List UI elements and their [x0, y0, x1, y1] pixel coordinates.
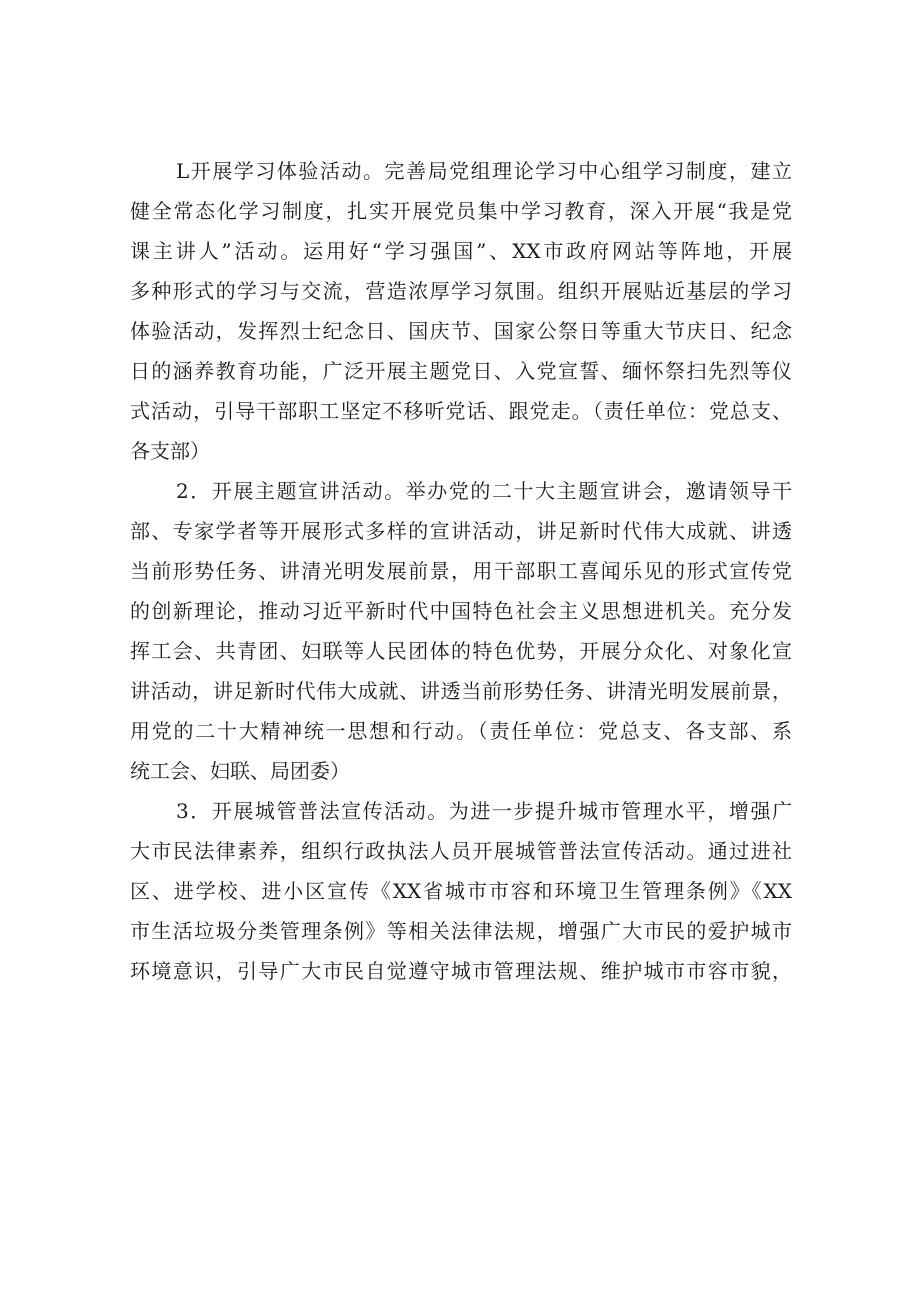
paragraph-lecture-activities: [130, 471, 792, 791]
paragraph-law-publicity: [130, 791, 792, 991]
paragraph-study-activities: [130, 151, 792, 471]
text-line: 各支部）: [130, 439, 210, 463]
text-line: 的创新理论，推动习近平新时代中国特色社会主义思想进机关。充分发: [130, 599, 792, 623]
text-line: 讲活动，讲足新时代伟大成就、讲透当前形势任务、讲清光明发展前景，: [130, 679, 792, 703]
text-line: 体验活动，发挥烈士纪念日、国庆节、国家公祭日等重大节庆日、纪念: [130, 319, 792, 343]
text-line: 统工会、妇联、局团委）: [130, 759, 350, 783]
text-line: L开展学习体验活动。完善局党组理论学习中心组学习制度，建立: [176, 159, 792, 183]
text-line: 市生活垃圾分类管理条例》等相关法律法规，增强广大市民的爱护城市: [130, 919, 792, 943]
text-line: 3．开展城管普法宣传活动。为进一步提升城市管理水平，增强广: [176, 799, 792, 823]
text-line: 2．开展主题宣讲活动。举办党的二十大主题宣讲会，邀请领导干: [176, 479, 792, 503]
document-body: [130, 151, 792, 991]
text-line: 当前形势任务、讲清光明发展前景，用干部职工喜闻乐见的形式宣传党: [130, 559, 792, 583]
text-line: 课主讲人”活动。运用好“学习强国”、XX市政府网站等阵地，开展: [130, 239, 792, 263]
text-line: 式活动，引导干部职工坚定不移听党话、跟党走。（责任单位：党总支、: [130, 399, 792, 423]
text-line: 环境意识，引导广大市民自觉遵守城市管理法规、维护城市市容市貌，: [130, 959, 792, 983]
text-line: 健全常态化学习制度，扎实开展党员集中学习教育，深入开展“我是党: [130, 199, 792, 223]
text-line: 区、进学校、进小区宣传《XX省城市市容和环境卫生管理条例》《XX: [130, 879, 792, 903]
text-line: 大市民法律素养，组织行政执法人员开展城管普法宣传活动。通过进社: [130, 839, 792, 863]
text-line: 多种形式的学习与交流，营造浓厚学习氛围。组织开展贴近基层的学习: [130, 279, 792, 303]
text-line: 日的涵养教育功能，广泛开展主题党日、入党宣誓、缅怀祭扫先烈等仪: [130, 359, 792, 383]
text-line: 部、专家学者等开展形式多样的宣讲活动，讲足新时代伟大成就、讲透: [130, 519, 792, 543]
text-line: 挥工会、共青团、妇联等人民团体的特色优势，开展分众化、对象化宣: [130, 639, 792, 663]
text-line: 用党的二十大精神统一思想和行动。（责任单位：党总支、各支部、系: [130, 719, 792, 743]
